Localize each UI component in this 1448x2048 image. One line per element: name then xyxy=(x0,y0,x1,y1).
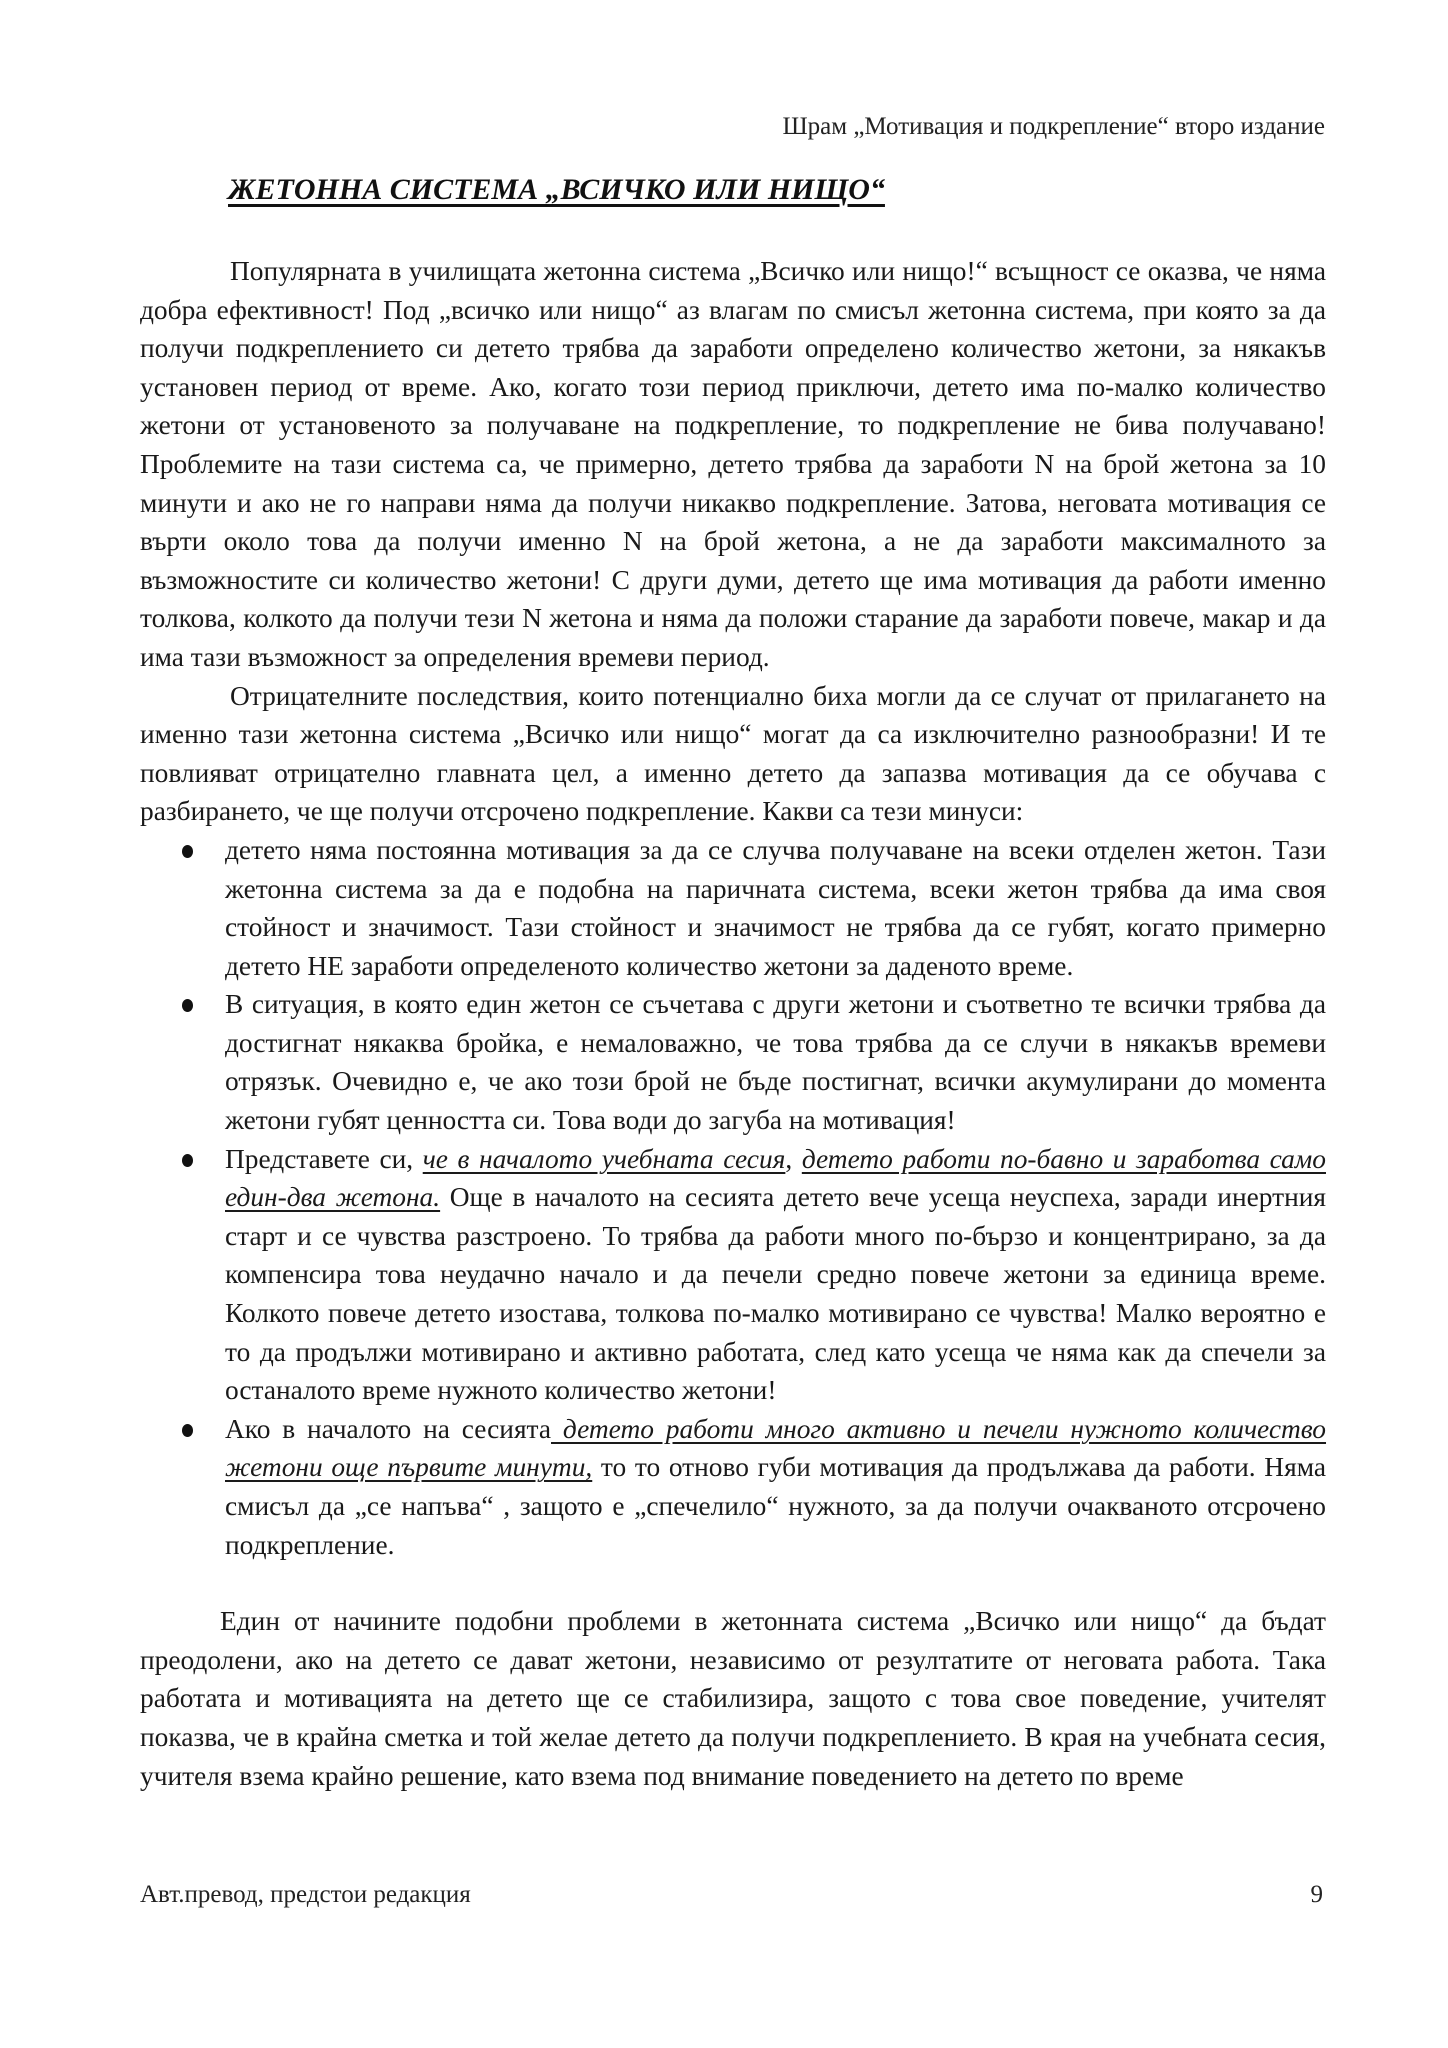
emphasized-text: детето работи много активно и печели нужното количество жетони още първите минути, xyxy=(225,1413,1327,1483)
bullet-text: Представете си, xyxy=(225,1143,423,1174)
paragraph: Отрицателните последствия, които потенциално биха могли да се случат от прилагането на именно тази жетонна система „Всичко или нищо“ могат да са изключително разнообразни! И те повлияват отрицателно главната цел, а именно детето да запазва мотивация да се обучава с разбирането, че ще получи отсрочено подкрепление. Какви са тези минуси: xyxy=(140,680,1326,827)
emphasized-text: че в началото учебната сесия xyxy=(422,1143,786,1174)
bullet-dot-icon xyxy=(182,1424,193,1437)
emphasized-text: детето работи по-бавно и заработва само един-два жетона. xyxy=(225,1143,1326,1213)
bullet-item xyxy=(225,831,1326,985)
page-number: 9 xyxy=(1310,1881,1323,1908)
spacer xyxy=(140,1564,1326,1602)
bullet-text: то то отново губи мотивация да продължава да работи. Няма смисъл да „се напъва“ , защото е „спечелило“ нужното, за да получи очакваното отсрочено подкрепление. xyxy=(225,1452,1326,1560)
bullet-item xyxy=(225,1140,1326,1410)
bullet-dot-icon xyxy=(182,1154,193,1167)
bullet-dot-icon xyxy=(182,999,193,1012)
section-title: ЖЕТОННА СИСТЕМА „ВСИЧКО ИЛИ НИЩО“ xyxy=(228,173,885,206)
closing-paragraph: Един от начините подобни проблеми в жетонната система „Всичко или нищо“ да бъдат преодолени, ако на детето се дават жетони, независимо от резултатите от неговата работа. Така работата и мотивацията на детето ще се стабилизира, защото с това свое поведение, учителят показва, че в крайна сметка и той желае детето да получи подкреплението. В края на учебната сесия, учителя взема крайно решение, като взема под внимание поведението на детето по време xyxy=(140,1606,1326,1791)
bullet-text: детето няма постоянна мотивация за да се случва получаване на всеки отделен жетон. Тази жетонна система за да е подобна на паричната система, всеки жетон трябва да има своя стойност и значимост. Тази стойност и значимост не трябва да се губят, когато примерно детето НЕ заработи определеното количество жетони за даденото време. xyxy=(225,834,1326,981)
bullet-text: Ако в началото на сесията xyxy=(225,1413,552,1444)
bullet-text: , xyxy=(785,1143,802,1174)
paragraph: Популярната в училищата жетонна система „Всичко или нищо!“ всъщност се оказва, че няма добра ефективност! Под „всичко или нищо“ аз влагам по смисъл жетонна система, при която за да получи подкреплението си детето трябва да заработи определено количество жетони, за някакъв установен период от време. Ако, когато този период приключи, детето има по-малко количество жетони от установеното за получаване на подкрепление, то подкрепление не бива получавано! Проблемите на тази система са, че примерно, детето трябва да заработи N на брой жетона за 10 минути и ако не го направи няма да получи никакво подкрепление. Затова, неговата мотивация се върти около това да получи именно N на брой жетона, а не да заработи максималното за възможностите си количество жетони! С други думи, детето ще има мотивация да работи именно толкова, колкото да получи тези N жетона и няма да положи старание да заработи повече, макар и да има тази възможност за определения времеви период. xyxy=(140,256,1326,672)
bullet-item xyxy=(225,1410,1326,1564)
bullet-dot-icon xyxy=(182,845,193,858)
body-text xyxy=(140,252,1326,1795)
running-header: Шрам „Мотивация и подкрепление“ второ издание xyxy=(782,113,1325,140)
bullet-item xyxy=(225,985,1326,1139)
bullet-text: Още в началото на сесията детето вече усеща неуспеха, заради инертния старт и се чувства разстроено. То трябва да работи много по-бързо и концентрирано, за да компенсира това неудачно начало и да печели средно повече жетони за единица време. Колкото повече детето изостава, толкова по-малко мотивирано се чувства! Малко вероятно е то да продължи мотивирано и активно работата, след като усеща че няма как да спечели за останалото време нужното количество жетони! xyxy=(225,1182,1327,1406)
bullet-text: В ситуация, в която един жетон се съчетава с други жетони и съответно те всички трябва да достигнат някаква бройка, е немаловажно, че това трябва да се случи в някакъв времеви отрязък. Очевидно е, че ако този брой не бъде постигнат, всички акумулирани до момента жетони губят ценността си. Това води до загуба на мотивация! xyxy=(225,989,1326,1136)
bullet-list xyxy=(140,831,1326,1564)
footer-note: Авт.превод, предстои редакция xyxy=(140,1881,471,1908)
